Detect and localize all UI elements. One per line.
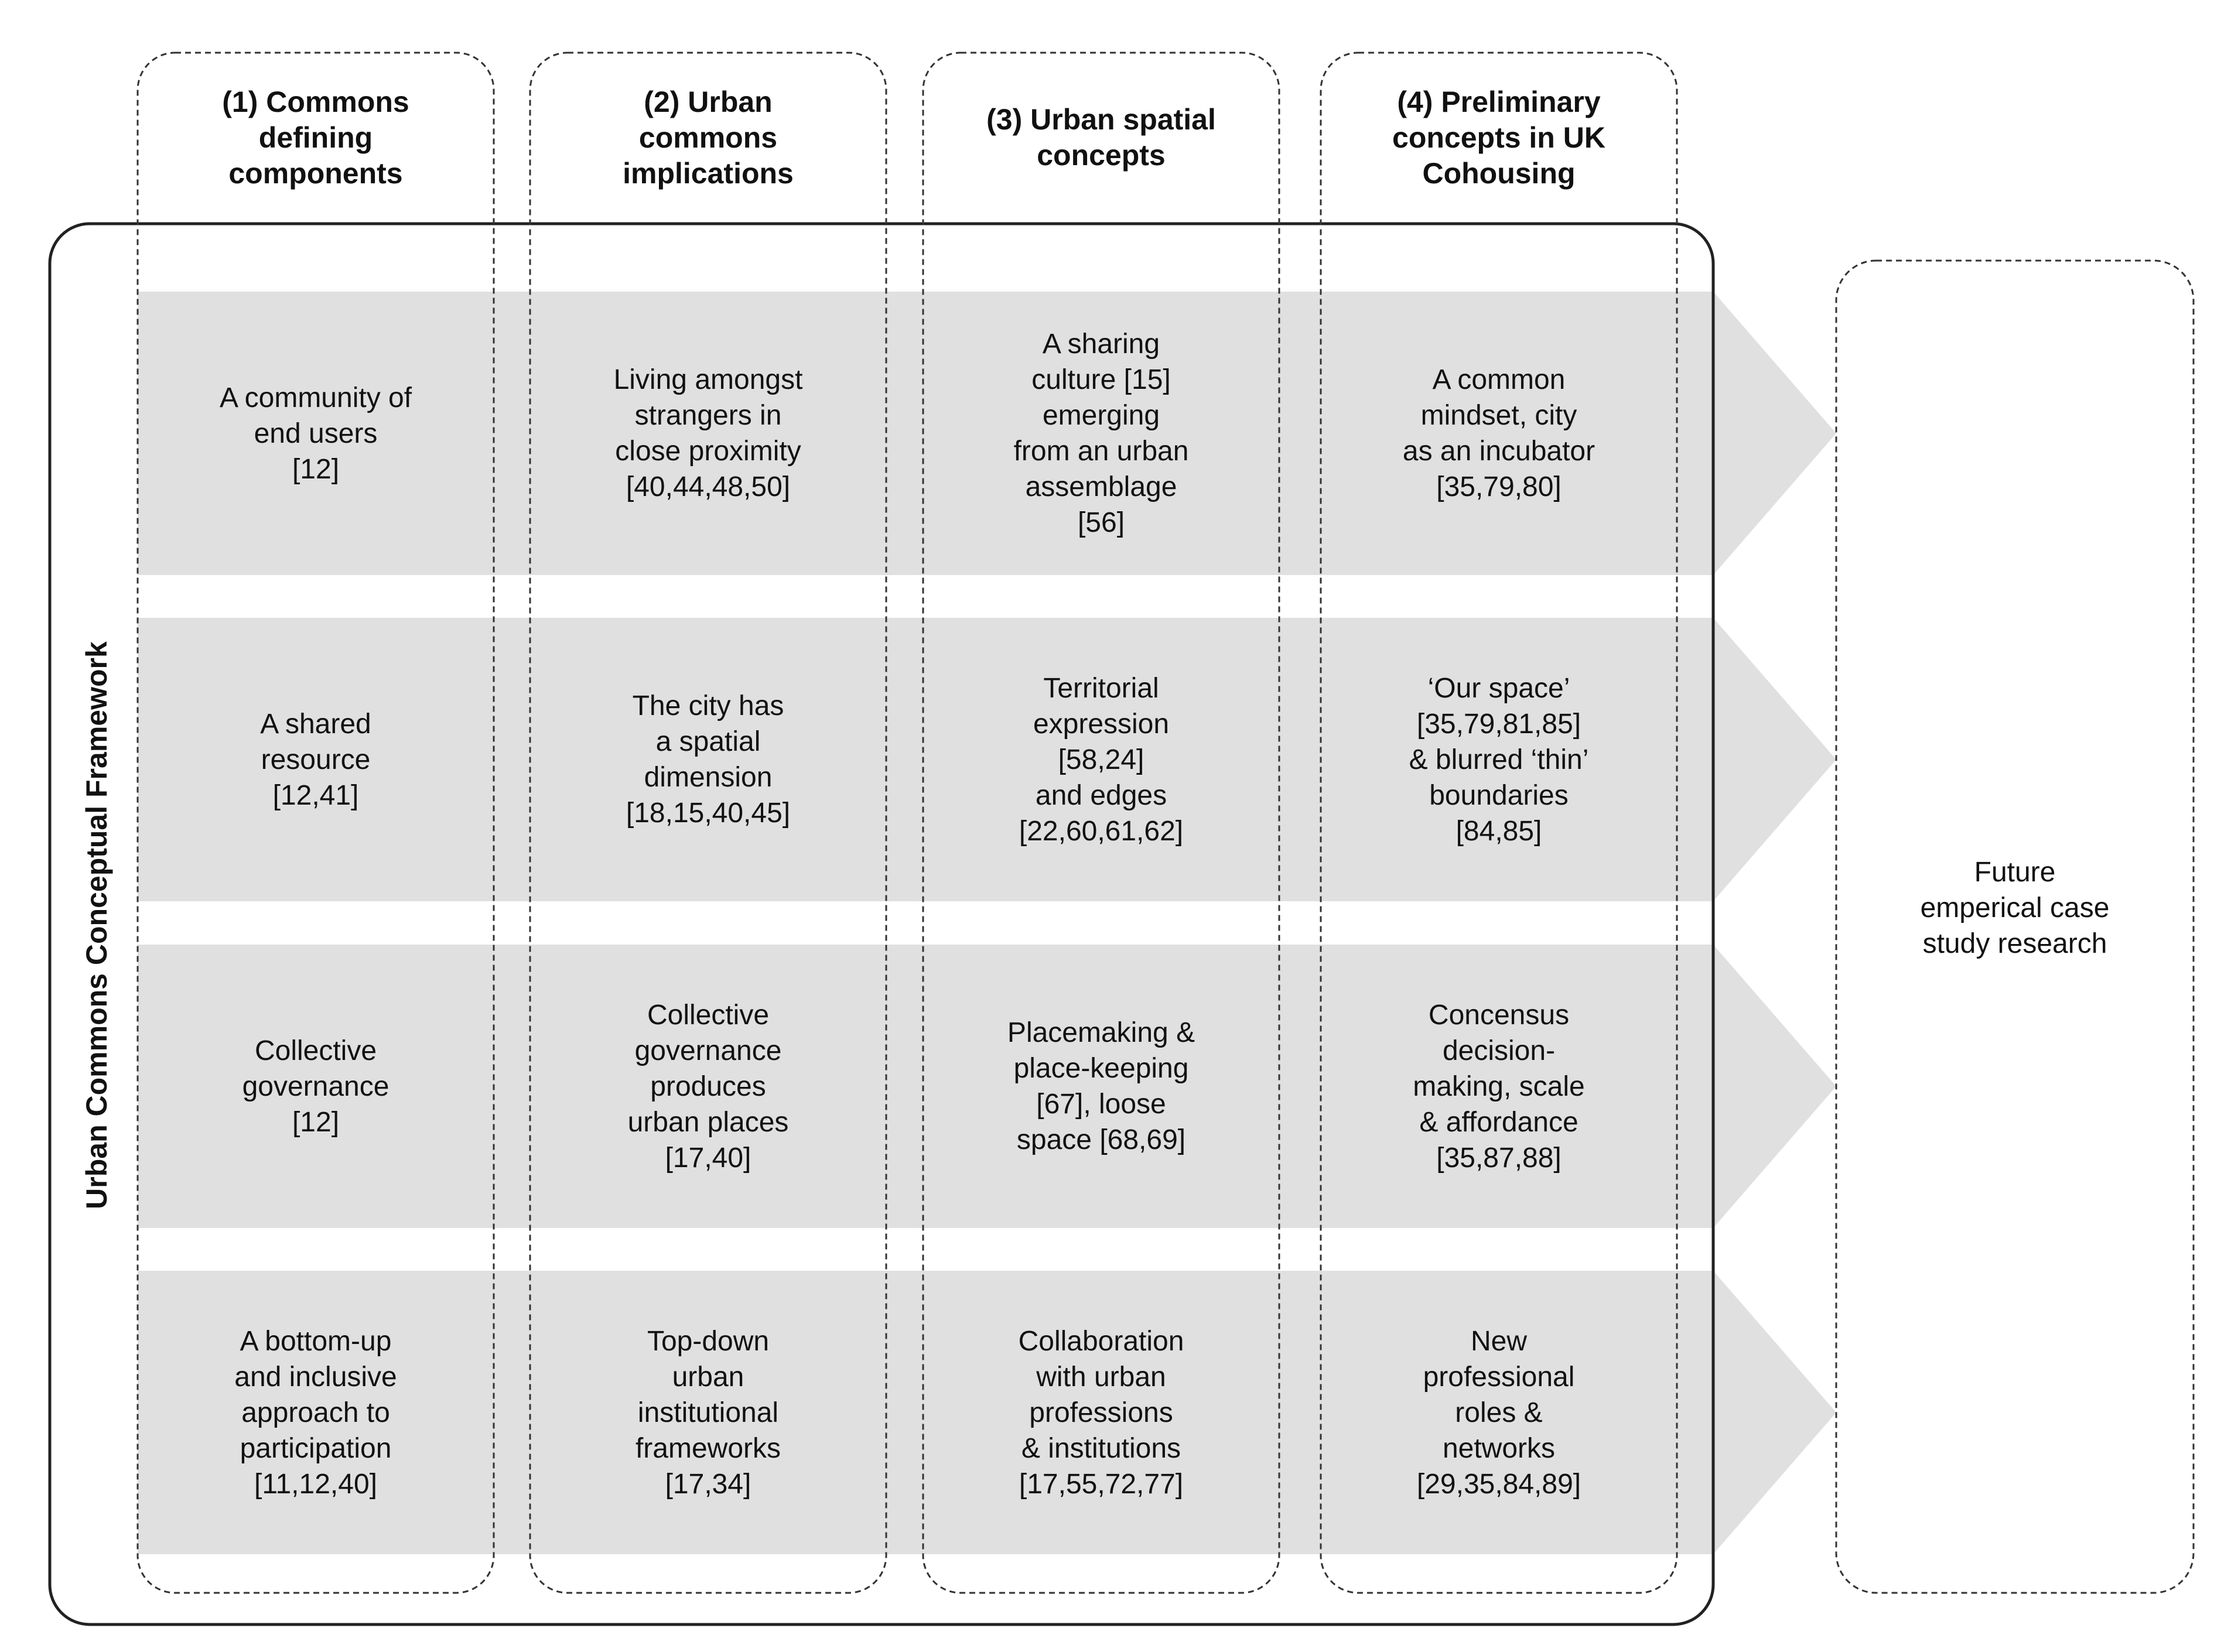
cell-row1-col3-line-4: from an urban	[1013, 436, 1189, 467]
cell-row3-col4-line-2: decision-	[1442, 1035, 1556, 1066]
cell-row4-col2-line-3: institutional	[637, 1397, 779, 1428]
cell-row1-col2	[530, 292, 886, 575]
cell-row4-col2-line-5: [17,34]	[665, 1468, 751, 1500]
cell-row4-col4-line-1: New	[1470, 1325, 1528, 1357]
cell-row4-col1-line-4: participation	[240, 1432, 392, 1464]
column-header-4-line-1: (4) Preliminary	[1397, 85, 1601, 118]
cell-row4-col4-line-2: professional	[1423, 1361, 1575, 1393]
column-header-2-line-1: (2) Urban	[644, 85, 773, 118]
cell-row3-col3-line-1: Placemaking &	[1007, 1017, 1195, 1048]
cell-row2-col1-line-1: A shared	[260, 708, 371, 740]
column-header-4-line-3: Cohousing	[1422, 156, 1576, 190]
cell-row2-col4-line-3: & blurred ‘thin’	[1409, 744, 1589, 775]
cell-row4-col3-line-2: with urban	[1036, 1361, 1166, 1393]
cell-row3-col4-line-1: Concensus	[1428, 999, 1570, 1031]
column-header-1-line-3: components	[228, 156, 403, 190]
cell-row4-col4	[1321, 1271, 1677, 1554]
cell-row2-col2	[530, 618, 886, 901]
column-header-1-line-1: (1) Commons	[222, 85, 409, 118]
cell-row2-col2-line-4: [18,15,40,45]	[626, 798, 791, 829]
cell-row2-col1-line-3: [12,41]	[272, 779, 359, 811]
cell-row1-col4-line-2: mindset, city	[1420, 400, 1577, 431]
column-header-2-line-2: commons	[638, 121, 778, 154]
cell-row3-col2-line-3: produces	[650, 1070, 766, 1102]
cell-row4-col3-line-4: & institutions	[1021, 1432, 1181, 1464]
cell-row4-col1-line-2: and inclusive	[234, 1361, 397, 1393]
cell-row1-col2-line-2: strangers in	[634, 400, 782, 431]
column-header-3-line-1: (3) Urban spatial	[986, 103, 1216, 136]
column-header-1-line-2: defining	[258, 121, 373, 154]
cell-row4-col3-line-5: [17,55,72,77]	[1019, 1468, 1184, 1500]
cell-row2-col3-line-1: Territorial	[1043, 672, 1159, 704]
column-header-4-line-2: concepts in UK	[1392, 121, 1605, 154]
cell-row2-col3-line-5: [22,60,61,62]	[1019, 815, 1184, 847]
cell-row4-col1-line-1: A bottom-up	[240, 1325, 392, 1357]
cell-row2-col2-line-1: The city has	[632, 690, 784, 721]
cell-row2-col1-line-2: resource	[261, 744, 371, 775]
cell-row4-col4-line-3: roles &	[1455, 1397, 1543, 1428]
cell-row2-col2-line-3: dimension	[644, 762, 773, 793]
cell-row3-col1-line-2: governance	[242, 1070, 390, 1102]
cell-row3-col2	[530, 945, 886, 1228]
cell-row4-col1-line-3: approach to	[241, 1397, 390, 1428]
cell-row1-col2-line-4: [40,44,48,50]	[626, 471, 791, 502]
cell-row2-col3-line-3: [58,24]	[1058, 744, 1144, 775]
cell-row3-col4	[1321, 945, 1677, 1228]
cell-row2-col2-line-2: a spatial	[655, 726, 761, 757]
cell-row4-col2-line-1: Top-down	[647, 1325, 770, 1357]
cell-row2-col4-line-5: [84,85]	[1456, 815, 1542, 847]
cell-row4-col2-line-4: frameworks	[635, 1432, 781, 1464]
cell-row1-col3-line-5: assemblage	[1025, 471, 1177, 502]
cell-row2-col3-line-2: expression	[1033, 708, 1170, 740]
future-research-text-line-2: emperical case	[1920, 892, 2110, 924]
cell-row3-col1	[138, 945, 494, 1228]
cell-row2-col1	[138, 618, 494, 901]
cell-row1-col1	[138, 292, 494, 575]
cell-row1-col4-line-3: as an incubator	[1402, 436, 1595, 467]
cell-row3-col3-line-4: space [68,69]	[1016, 1124, 1186, 1155]
cell-row1-col3-line-1: A sharing	[1042, 329, 1160, 360]
cell-row1-col3-line-2: culture [15]	[1031, 364, 1171, 395]
cell-row3-col1-line-1: Collective	[254, 1035, 377, 1066]
column-header-3-line-2: concepts	[1037, 139, 1166, 172]
cell-row4-col3-line-3: professions	[1029, 1397, 1173, 1428]
cell-row1-col4-line-4: [35,79,80]	[1436, 471, 1562, 502]
cell-row2-col4-line-4: boundaries	[1429, 779, 1569, 811]
cell-row3-col3-line-3: [67], loose	[1036, 1089, 1166, 1120]
cell-row1-col1-line-2: end users	[254, 418, 378, 449]
cell-row2-col4	[1321, 618, 1677, 901]
cell-row2-col4-line-1: ‘Our space’	[1427, 672, 1570, 704]
cell-row4-col2-line-2: urban	[672, 1361, 744, 1393]
cell-row2-col3	[923, 618, 1279, 901]
cell-row4-col1-line-5: [11,12,40]	[254, 1468, 377, 1500]
cell-row1-col1-line-3: [12]	[292, 453, 340, 485]
cell-row1-col3-line-3: emerging	[1042, 400, 1160, 431]
cell-row3-col2-line-1: Collective	[647, 999, 770, 1031]
cell-row4-col2	[530, 1271, 886, 1554]
future-research-text-line-3: study research	[1922, 928, 2107, 959]
cell-row1-col2-line-3: close proximity	[615, 436, 801, 467]
cell-row2-col3-line-4: and edges	[1035, 779, 1167, 811]
cell-row4-col3-line-1: Collaboration	[1018, 1325, 1184, 1357]
column-header-2	[530, 70, 886, 205]
column-header-1	[138, 70, 494, 205]
cell-row1-col2-line-1: Living amongst	[613, 364, 803, 395]
cell-row3-col2-line-4: urban places	[627, 1106, 789, 1138]
cell-row1-col1-line-1: A community of	[219, 382, 412, 413]
cell-row1-col4-line-1: A common	[1432, 364, 1566, 395]
cell-row3-col2-line-2: governance	[634, 1035, 782, 1066]
cell-row1-col3-line-6: [56]	[1077, 507, 1125, 538]
cell-row4-col1	[138, 1271, 494, 1554]
column-header-3	[923, 70, 1279, 205]
framework-label: Urban Commons Conceptual Framework	[80, 641, 113, 1209]
cell-row1-col3	[923, 292, 1279, 575]
cell-row3-col3-line-2: place-keeping	[1013, 1053, 1189, 1084]
future-research-text	[1836, 820, 2194, 996]
column-header-4	[1321, 70, 1677, 205]
cell-row3-col2-line-5: [17,40]	[665, 1142, 751, 1174]
cell-row2-col4-line-2: [35,79,81,85]	[1416, 708, 1581, 740]
cell-row4-col4-line-5: [29,35,84,89]	[1416, 1468, 1581, 1500]
cell-row3-col4-line-4: & affordance	[1419, 1106, 1578, 1138]
cell-row1-col4	[1321, 292, 1677, 575]
cell-row3-col1-line-3: [12]	[292, 1106, 340, 1138]
cell-row4-col4-line-4: networks	[1442, 1432, 1556, 1464]
cell-row4-col3	[923, 1271, 1279, 1554]
cell-row3-col4-line-5: [35,87,88]	[1436, 1142, 1562, 1174]
cell-row3-col3	[923, 945, 1279, 1228]
column-header-2-line-3: implications	[623, 156, 794, 190]
cell-row3-col4-line-3: making, scale	[1413, 1070, 1585, 1102]
future-research-text-line-1: Future	[1974, 856, 2056, 888]
